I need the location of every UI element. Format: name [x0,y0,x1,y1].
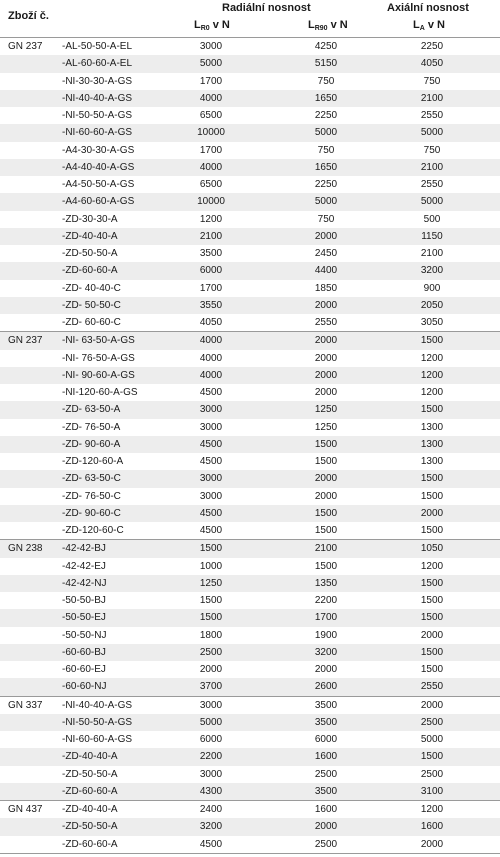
table-row [0,38,500,55]
radial-load-lr90: 3500 [314,716,338,728]
radial-load-lr0: 1200 [199,213,223,225]
table-row [0,697,500,714]
article-suffix: -50-50-BJ [62,595,106,606]
article-suffix: -NI- 63-50-A-GS [62,335,135,347]
table-row [0,73,500,90]
radial-load-lr90: 1250 [314,421,338,433]
radial-load-lr0: 4300 [199,785,223,797]
article-suffix: -50-50-NJ [62,629,107,641]
table-row [0,55,500,72]
axial-load-la: 1200 [420,560,444,572]
radial-load-lr90: 1700 [314,612,338,624]
axial-load-la: 1500 [420,490,444,502]
table-row [0,766,500,783]
table-row [0,367,500,384]
axial-load-la: 1200 [420,804,444,815]
axial-load-la: 1600 [420,821,444,833]
radial-load-lr0: 4000 [199,92,223,104]
radial-load-lr90: 5000 [314,127,338,139]
radial-load-lr0: 2100 [199,230,223,242]
article-suffix: -ZD-40-40-A [62,804,118,815]
radial-load-lr0: 6000 [199,265,223,277]
axial-load-la: 2500 [420,768,444,780]
article-suffix: -ZD-120-60-C [62,525,124,536]
radial-load-lr90: 1500 [314,560,338,572]
axial-load-la: 1500 [420,595,444,606]
table-row [0,522,500,539]
radial-load-lr90: 3200 [314,646,338,658]
axial-load-la: 1150 [421,230,443,242]
column-header-radial: Radiální nosnost [222,2,311,14]
radial-load-lr0: 4050 [199,317,223,328]
table-row [0,731,500,748]
radial-load-lr0: 1700 [199,144,223,156]
product-group [0,38,500,332]
axial-load-la: 1500 [420,646,444,658]
axial-load-la: 750 [423,144,441,156]
column-header-lr90: $L_{R90}$ v N [308,19,348,32]
radial-load-lr90: 1500 [314,438,338,450]
table-row [0,262,500,279]
radial-load-lr90: 2000 [314,369,338,381]
article-suffix: -42-42-EJ [62,560,106,572]
article-suffix: -ZD- 63-50-A [62,404,121,416]
radial-load-lr90: 750 [317,75,335,87]
radial-load-lr90: 2250 [314,179,338,190]
article-suffix: -ZD-60-60-A [62,785,118,797]
article-suffix: -A4-50-50-A-GS [62,179,135,190]
radial-load-lr0: 3000 [199,473,223,485]
radial-load-lr0: 1500 [199,595,223,606]
article-suffix: -ZD- 90-60-A [62,438,121,450]
radial-load-lr90: 5150 [314,58,338,70]
radial-load-lr90: 1500 [314,525,338,536]
article-suffix: -60-60-EJ [62,664,106,675]
axial-load-la: 3200 [420,265,444,277]
radial-load-lr90: 4400 [314,265,338,277]
table-row [0,176,500,193]
radial-load-lr0: 6000 [199,734,223,745]
radial-load-lr0: 6500 [199,179,223,190]
table-row [0,575,500,592]
axial-load-la: 3100 [420,785,444,797]
axial-load-la: 1500 [420,577,444,589]
radial-load-lr90: 2000 [314,821,338,833]
table-row [0,90,500,107]
article-suffix: -ZD-30-30-A [62,213,118,225]
radial-load-lr90: 1850 [314,282,338,294]
table-row [0,350,500,367]
axial-load-la: 4050 [420,58,444,70]
article-suffix: -NI- 90-60-A-GS [62,369,135,381]
radial-load-lr0: 4000 [199,352,223,364]
axial-load-la: 2050 [420,299,444,311]
article-suffix: -A4-40-40-A-GS [62,161,135,173]
radial-load-lr90: 750 [317,213,335,225]
table-row [0,384,500,401]
radial-load-lr0: 3500 [199,248,223,259]
article-suffix: -NI-60-60-A-GS [62,127,133,139]
radial-load-lr0: 3000 [199,404,223,416]
article-suffix: -NI- 76-50-A-GS [62,352,135,364]
article-suffix: -ZD-60-60-A [62,838,118,850]
axial-load-la: 3050 [420,317,444,328]
article-suffix: -ZD-60-60-A [62,265,118,277]
axial-load-la: 1500 [420,525,444,536]
article-suffix: -ZD-120-60-A [62,456,124,467]
radial-load-lr90: 2500 [314,838,338,850]
article-suffix: -ZD- 40-40-C [62,282,121,294]
radial-load-lr90: 2000 [314,299,338,311]
axial-load-la: 1500 [420,473,444,485]
radial-load-lr0: 1500 [199,612,223,624]
radial-load-lr0: 3000 [199,490,223,502]
article-suffix: -42-42-NJ [62,577,107,589]
radial-load-lr90: 1600 [314,804,338,815]
radial-load-lr0: 3000 [199,41,223,52]
radial-load-lr0: 4500 [199,456,223,467]
radial-load-lr0: 4500 [199,525,223,536]
axial-load-la: 2100 [420,92,444,104]
axial-load-la: 1050 [420,543,444,555]
table-row [0,505,500,522]
article-suffix: -NI-40-40-A-GS [62,92,133,104]
article-suffix: -NI-30-30-A-GS [62,75,133,87]
radial-load-lr0: 1500 [199,543,223,555]
radial-load-lr90: 1500 [314,456,338,467]
article-suffix: -NI-120-60-A-GS [62,387,138,398]
axial-load-la: 5000 [420,734,444,745]
table-row [0,436,500,453]
table-row [0,470,500,487]
axial-load-la: 2100 [420,161,444,173]
axial-load-la: 1200 [420,369,444,381]
axial-load-la: 2000 [420,838,444,850]
article-suffix: -ZD-50-50-A [62,768,118,780]
radial-load-lr90: 2000 [314,335,338,347]
axial-load-la: 500 [423,213,441,225]
radial-load-lr0: 2000 [199,664,223,675]
article-suffix: -ZD- 90-60-C [62,507,121,519]
radial-load-lr90: 1650 [314,161,338,173]
axial-load-la: 2100 [420,248,444,259]
table-row [0,818,500,835]
radial-load-lr90: 1500 [314,507,338,519]
article-suffix: -NI-50-50-A-GS [62,716,133,728]
table-row [0,297,500,314]
article-suffix: -ZD-50-50-A [62,248,118,259]
group-number: GN 337 [8,699,43,711]
table-row [0,211,500,228]
radial-load-lr90: 2000 [314,473,338,485]
radial-load-lr90: 2200 [314,595,338,606]
table-body [0,38,500,854]
article-suffix: -ZD-40-40-A [62,230,118,242]
article-suffix: -AL-50-50-A-EL [62,41,133,52]
product-group [0,801,500,854]
radial-load-lr90: 3500 [314,699,338,711]
article-suffix: -A4-30-30-A-GS [62,144,135,156]
group-number: GN 237 [8,335,43,347]
radial-load-lr90: 2500 [314,768,338,780]
table-row [0,159,500,176]
axial-load-la: 2500 [420,716,444,728]
axial-load-la: 2000 [420,699,444,711]
radial-load-lr90: 1350 [314,577,338,589]
article-suffix: -60-60-BJ [62,646,106,658]
radial-load-lr0: 3550 [199,299,223,311]
article-suffix: -NI-50-50-A-GS [62,110,133,121]
table-row [0,245,500,262]
column-header-axial: Axiální nosnost [387,2,469,14]
table-row [0,419,500,436]
table-row [0,627,500,644]
radial-load-lr90: 1900 [314,629,338,641]
article-suffix: -ZD-50-50-A [62,821,118,833]
radial-load-lr90: 5000 [314,196,338,208]
axial-load-la: 5000 [420,127,444,139]
column-header-item: Zboží č. [8,10,49,22]
table-row [0,332,500,349]
axial-load-la: 2000 [420,629,444,641]
column-header-lr0: $L_{R0}$ v N [194,19,230,32]
radial-load-lr90: 6000 [314,734,338,745]
group-number: GN 437 [8,804,43,815]
axial-load-la: 2000 [420,507,444,519]
axial-load-la: 1200 [420,352,444,364]
article-suffix: -42-42-BJ [62,543,106,555]
radial-load-lr0: 3000 [199,768,223,780]
table-row [0,280,500,297]
axial-load-la: 750 [423,75,441,87]
axial-load-la: 1300 [420,438,444,450]
radial-load-lr90: 3500 [314,785,338,797]
radial-load-lr0: 4000 [199,369,223,381]
radial-load-lr0: 3000 [199,699,223,711]
table-row [0,401,500,418]
radial-load-lr90: 2000 [314,490,338,502]
article-suffix: -ZD- 76-50-A [62,421,121,433]
table-row [0,142,500,159]
table-row [0,453,500,470]
radial-load-lr0: 2400 [199,804,223,815]
radial-load-lr0: 4500 [199,387,223,398]
axial-load-la: 1500 [420,751,444,763]
radial-load-lr0: 1000 [199,560,223,572]
radial-load-lr90: 1250 [314,404,338,416]
table-row [0,488,500,505]
axial-load-la: 2550 [420,681,444,693]
radial-load-lr90: 2100 [314,543,338,555]
table-row [0,228,500,245]
table-row [0,678,500,695]
radial-load-lr90: 2000 [314,352,338,364]
article-suffix: -ZD- 63-50-C [62,473,121,485]
article-suffix: -AL-60-60-A-EL [62,58,133,70]
product-group [0,697,500,802]
table-row [0,661,500,678]
table-row [0,124,500,141]
article-suffix: -50-50-EJ [62,612,106,624]
radial-load-lr90: 2250 [314,110,338,121]
radial-load-lr90: 2000 [314,387,338,398]
product-group [0,540,500,696]
table-row [0,609,500,626]
radial-load-lr90: 2450 [314,248,338,259]
group-number: GN 237 [8,41,43,52]
radial-load-lr90: 750 [317,144,335,156]
product-group [0,332,500,540]
article-suffix: -ZD- 50-50-C [62,299,121,311]
radial-load-lr90: 2550 [314,317,338,328]
table-row [0,193,500,210]
radial-load-lr0: 10000 [197,127,225,139]
radial-load-lr0: 2500 [199,646,223,658]
radial-load-lr0: 3200 [199,821,223,833]
radial-load-lr0: 5000 [199,58,223,70]
radial-load-lr0: 3700 [199,681,223,693]
table-row [0,644,500,661]
axial-load-la: 900 [423,282,441,294]
radial-load-lr0: 1250 [199,577,223,589]
article-suffix: -60-60-NJ [62,681,107,693]
radial-load-lr90: 4250 [314,41,338,52]
radial-load-lr0: 4000 [199,161,223,173]
table-row [0,107,500,124]
radial-load-lr90: 1650 [314,92,338,104]
axial-load-la: 1200 [420,387,444,398]
article-suffix: -NI-60-60-A-GS [62,734,133,745]
table-row [0,540,500,557]
table-row [0,783,500,800]
radial-load-lr90: 1600 [314,751,338,763]
article-suffix: -ZD- 76-50-C [62,490,121,502]
axial-load-la: 2550 [420,110,444,121]
article-suffix: -ZD-40-40-A [62,751,118,763]
axial-load-la: 1500 [420,335,444,347]
radial-load-lr0: 1700 [199,282,223,294]
radial-load-lr0: 4000 [199,335,223,347]
column-header-la: $L_A$ v N [413,19,445,32]
axial-load-la: 1300 [420,421,444,433]
article-suffix: -A4-60-60-A-GS [62,196,135,208]
radial-load-lr0: 4500 [199,507,223,519]
axial-load-la: 2550 [420,179,444,190]
radial-load-lr0: 3000 [199,421,223,433]
radial-load-lr0: 5000 [199,716,223,728]
radial-load-lr0: 10000 [197,196,225,208]
article-suffix: -NI-40-40-A-GS [62,699,133,711]
radial-load-lr0: 4500 [199,838,223,850]
table-header [0,0,500,38]
axial-load-la: 1500 [420,664,444,675]
table-row [0,314,500,331]
axial-load-la: 1300 [420,456,444,467]
axial-load-la: 5000 [420,196,444,208]
axial-load-la: 1500 [420,404,444,416]
table-row [0,801,500,818]
table-row [0,836,500,853]
article-suffix: -ZD- 60-60-C [62,317,121,328]
axial-load-la: 2250 [420,41,444,52]
radial-load-lr0: 6500 [199,110,223,121]
table-row [0,558,500,575]
axial-load-la: 1500 [420,612,444,624]
table-row [0,592,500,609]
table-row [0,714,500,731]
radial-load-lr0: 4500 [199,438,223,450]
radial-load-lr90: 2000 [314,230,338,242]
radial-load-lr90: 2000 [314,664,338,675]
radial-load-lr0: 1800 [199,629,223,641]
radial-load-lr0: 1700 [199,75,223,87]
radial-load-lr0: 2200 [199,751,223,763]
table-row [0,748,500,765]
radial-load-lr90: 2600 [314,681,338,693]
group-number: GN 238 [8,543,43,555]
